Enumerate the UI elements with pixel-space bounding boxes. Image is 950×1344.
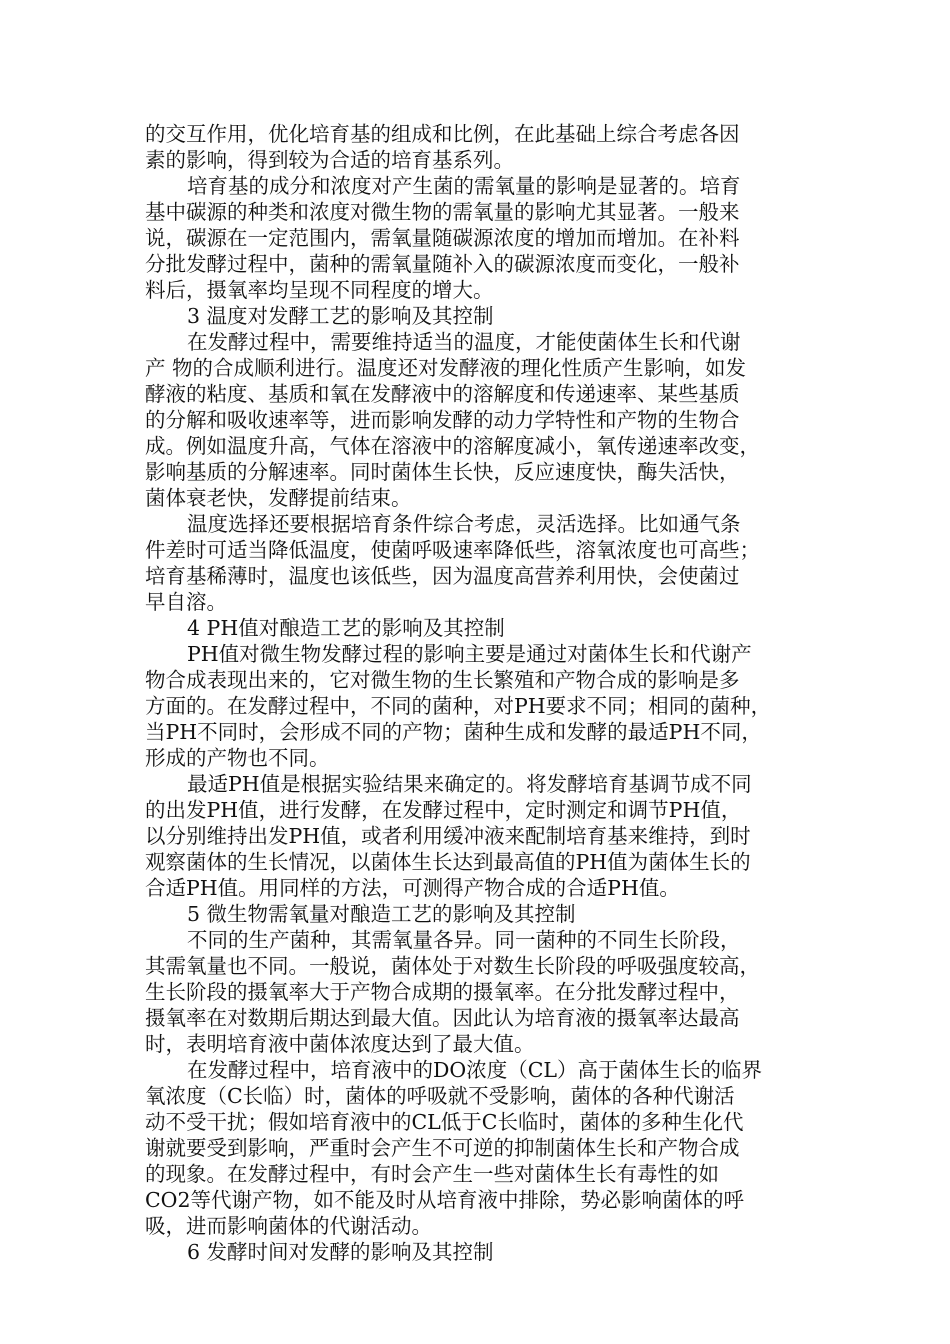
text-line: 合适PH值。用同样的方法，可测得产物合成的合适PH值。 xyxy=(145,876,680,900)
text-line: 酵液的粘度、基质和氧在发酵液中的溶解度和传递速率、某些基质 xyxy=(145,382,740,406)
text-line: 不同的生产菌种，其需氧量各异。同一菌种的不同生长阶段， xyxy=(187,928,741,952)
text-line: 产 物的合成顺利进行。温度还对发酵液的理化性质产生影响，如发 xyxy=(145,356,747,380)
document-page xyxy=(145,121,815,1265)
text-line: 5 微生物需氧量对酿造工艺的影响及其控制 xyxy=(187,902,576,926)
text-line: PH值对微生物发酵过程的影响主要是通过对菌体生长和代谢产 xyxy=(187,642,752,666)
text-line: 形成的产物也不同。 xyxy=(145,746,330,770)
text-line: 培育基的成分和浓度对产生菌的需氧量的影响是显著的。培育 xyxy=(187,174,741,198)
text-line: 说，碳源在一定范围内，需氧量随碳源浓度的增加而增加。在补料 xyxy=(145,226,740,250)
text-line: 氧浓度（C长临）时，菌体的呼吸就不受影响，菌体的各种代谢活 xyxy=(145,1084,735,1108)
text-line: 吸，进而影响菌体的代谢活动。 xyxy=(145,1214,432,1238)
text-line: 培育基稀薄时，温度也该低些，因为温度高营养利用快，会使菌过 xyxy=(145,564,740,588)
text-line: 的交互作用，优化培育基的组成和比例，在此基础上综合考虑各因 xyxy=(145,122,740,146)
text-line: 温度选择还要根据培育条件综合考虑，灵活选择。比如通气条 xyxy=(187,512,741,536)
text-line: 生长阶段的摄氧率大于产物合成期的摄氧率。在分批发酵过程中， xyxy=(145,980,740,1004)
text-line: 的现象。在发酵过程中，有时会产生一些对菌体生长有毒性的如 xyxy=(145,1162,719,1186)
text-line: CO2等代谢产物，如不能及时从培育液中排除，势必影响菌体的呼 xyxy=(145,1188,745,1212)
text-line: 件差时可适当降低温度，使菌呼吸速率降低些，溶氧浓度也可高些； xyxy=(145,538,760,562)
text-line: 最适PH值是根据实验结果来确定的。将发酵培育基调节成不同 xyxy=(187,772,752,796)
text-line: 4 PH值对酿造工艺的影响及其控制 xyxy=(187,616,505,640)
text-line: 物合成表现出来的，它对微生物的生长繁殖和产物合成的影响是多 xyxy=(145,668,740,692)
text-line: 时，表明培育液中菌体浓度达到了最大值。 xyxy=(145,1032,535,1056)
text-line: 以分别维持出发PH值，或者利用缓冲液来配制培育基来维持，到时 xyxy=(145,824,751,848)
text-line: 在发酵过程中，培育液中的DO浓度（CL）高于菌体生长的临界 xyxy=(187,1058,763,1082)
text-line: 3 温度对发酵工艺的影响及其控制 xyxy=(187,304,494,328)
text-line: 分批发酵过程中，菌种的需氧量随补入的碳源浓度而变化，一般补 xyxy=(145,252,740,276)
text-line: 6 发酵时间对发酵的影响及其控制 xyxy=(187,1240,494,1264)
text-line: 其需氧量也不同。一般说，菌体处于对数生长阶段的呼吸强度较高， xyxy=(145,954,760,978)
text-line: 方面的。在发酵过程中，不同的菌种，对PH要求不同；相同的菌种， xyxy=(145,694,772,718)
text-line: 在发酵过程中，需要维持适当的温度，才能使菌体生长和代谢 xyxy=(187,330,741,354)
text-line: 的出发PH值，进行发酵，在发酵过程中，定时测定和调节PH值， xyxy=(145,798,742,822)
text-line: 摄氧率在对数期后期达到最大值。因此认为培育液的摄氧率达最高 xyxy=(145,1006,740,1030)
text-line: 成。例如温度升高，气体在溶液中的溶解度减小，氧传递速率改变， xyxy=(145,434,760,458)
text-line: 的分解和吸收速率等，进而影响发酵的动力学特性和产物的生物合 xyxy=(145,408,740,432)
text-line: 当PH不同时，会形成不同的产物；菌种生成和发酵的最适PH不同， xyxy=(145,720,762,744)
text-line: 料后，摄氧率均呈现不同程度的增大。 xyxy=(145,278,494,302)
text-line: 观察菌体的生长情况，以菌体生长达到最高值的PH值为菌体生长的 xyxy=(145,850,751,874)
text-line: 素的影响，得到较为合适的培育基系列。 xyxy=(145,148,514,172)
text-line: 菌体衰老快，发酵提前结束。 xyxy=(145,486,412,510)
text-line: 动不受干扰；假如培育液中的CL低于C长临时，菌体的多种生化代 xyxy=(145,1110,744,1134)
text-line: 早自溶。 xyxy=(145,590,227,614)
text-line: 基中碳源的种类和浓度对微生物的需氧量的影响尤其显著。一般来 xyxy=(145,200,740,224)
text-line: 影响基质的分解速率。同时菌体生长快，反应速度快，酶失活快， xyxy=(145,460,740,484)
text-line: 谢就要受到影响，严重时会产生不可逆的抑制菌体生长和产物合成 xyxy=(145,1136,740,1160)
